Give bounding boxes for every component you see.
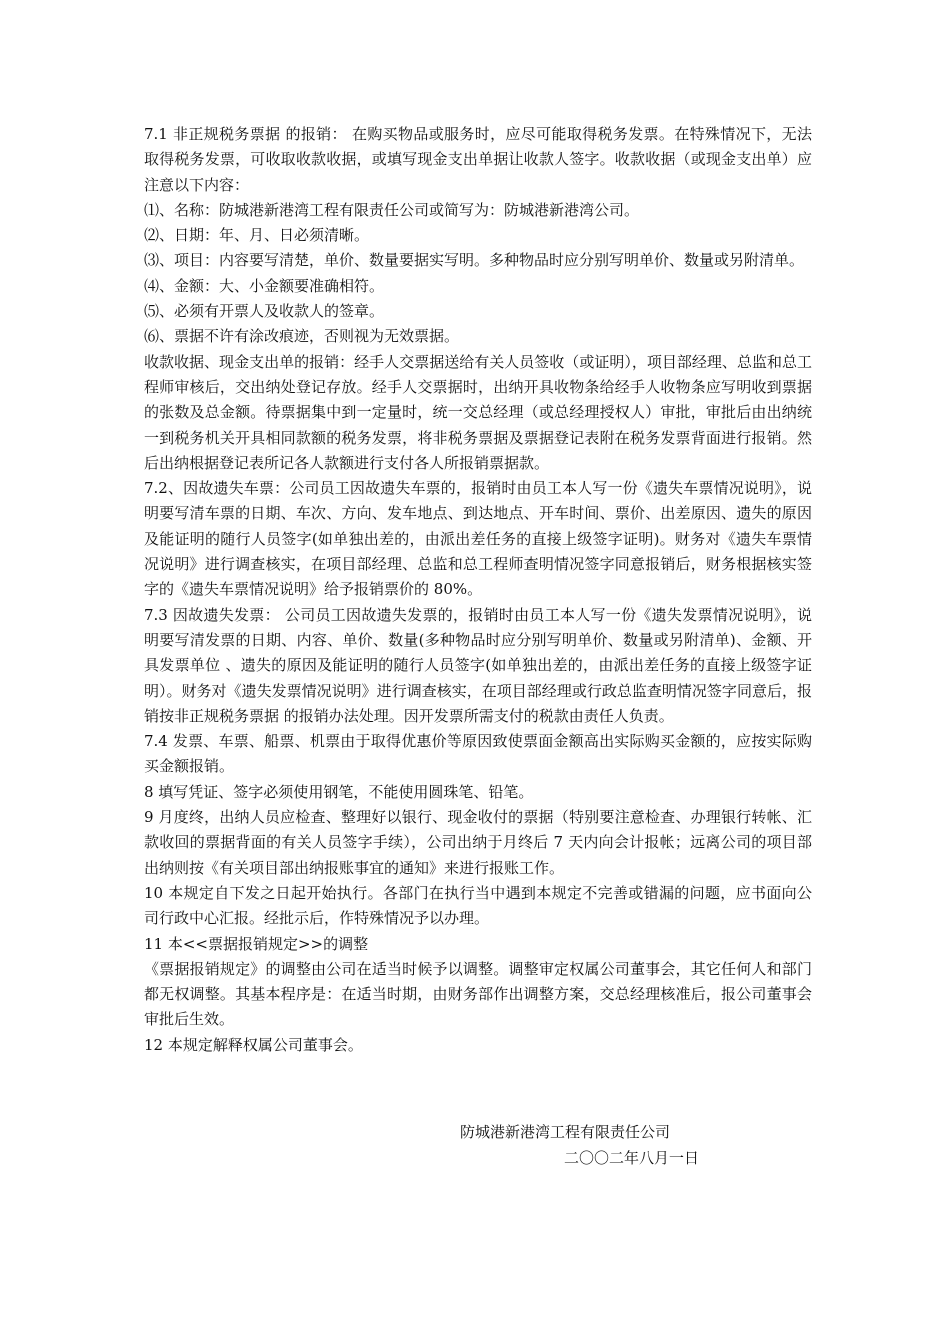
list-item-amount: ⑷、金额：大、小金额要准确相符。 (144, 276, 385, 295)
list-item-date: ⑵、日期：年、月、日必须清晰。 (144, 226, 370, 245)
signature-date: 二〇〇二年八月一日 (564, 1149, 700, 1167)
list-item-name: ⑴、名称：防城港新港湾工程有限责任公司或简写为：防城港新港湾公司。 (144, 200, 640, 219)
list-item-project: ⑶、项目：内容要写清楚，单价、数量要据实写明。多种物品时应分别写明单价、数量或另附清单。 (144, 251, 805, 270)
paragraph-receipt-reimbursement: 收款收据、现金支出单的报销：经手人交票据送给有关人员签收（或证明），项目部经理、总监和总工程师审核后，交出纳处登记存放。经手人交票据时，出纳开具收物条给经手人收物条应写明收到票据的张数及总金额。待票据集中到一定量时，统一交总经理（或总经理授权人）审批，审批后由出纳统一到税务机关开具相同款额的税务发票，将非税务票据及票据登记表附在税务发票背面进行报销。然后出纳根据登记表所记各人款额进行支付各人所报销票据款。 (144, 352, 812, 472)
paragraph-7-2: 7.2、因故遗失车票：公司员工因故遗失车票的，报销时由员工本人写一份《遗失车票情况说明》，说明要写清车票的日期、车次、方向、发车地点、到达地点、开车时间、票价、出差原因、遗失的原因及能证明的随行人员签字(如单独出差的，由派出差任务的直接上级签字证明)。财务对《遗失车票情况说明》进行调查核实，在项目部经理、总监和总工程师查明情况签字同意报销后，财务根据核实签字的《遗失车票情况说明》给予报销票价的 80%。 (144, 479, 812, 599)
paragraph-12: 12 本规定解释权属公司董事会。 (144, 1035, 363, 1054)
signature-company: 防城港新港湾工程有限责任公司 (460, 1123, 671, 1141)
document-body (144, 122, 812, 1058)
paragraph-11-body: 《票据报销规定》的调整由公司在适当时候予以调整。调整审定权属公司董事会，其它任何人和部门都无权调整。其基本程序是：在适当时期，由财务部作出调整方案，交总经理核准后，报公司董事会审批后生效。 (144, 959, 812, 1029)
list-item-no-alteration: ⑹、票据不许有涂改痕迹，否则视为无效票据。 (144, 327, 460, 346)
paragraph-7-1: 7.1 非正规税务票据 的报销： 在购买物品或服务时，应尽可能取得税务发票。在特殊情况下，无法取得税务发票，可收取收款收据，或填写现金支出单据让收款人签字。收款收据（或现金支出单）应注意以下内容： (144, 125, 812, 194)
paragraph-7-4: 7.4 发票、车票、船票、机票由于取得优惠价等原因致使票面金额高出实际购买金额的，应按实际购买金额报销。 (144, 732, 812, 776)
paragraph-11-heading: 11 本<<票据报销规定>>的调整 (144, 934, 369, 953)
paragraph-10: 10 本规定自下发之日起开始执行。各部门在执行当中遇到本规定不完善或错漏的问题，应书面向公司行政中心汇报。经批示后，作特殊情况予以办理。 (144, 883, 812, 928)
paragraph-7-3: 7.3 因故遗失发票： 公司员工因故遗失发票的，报销时由员工本人写一份《遗失发票情况说明》，说明要写清发票的日期、内容、单价、数量(多种物品时应分别写明单价、数量或另附清单)、金额、开具发票单位 、遗失的原因及能证明的随行人员签字(如单独出差的，由派出差任务的直接上级签字证明）。财务对《遗失发票情况说明》进行调查核实，在项目部经理或行政总监查明情况签字同意后，报销按非正规税务票据 的报销办法处理。因开发票所需支付的税款由责任人负责。 (144, 605, 812, 725)
list-item-signature: ⑸、必须有开票人及收款人的签章。 (144, 302, 385, 321)
paragraph-8: 8 填写凭证、签字必须使用钢笔，不能使用圆珠笔、铅笔。 (144, 782, 534, 801)
paragraph-9: 9 月度终，出纳人员应检查、整理好以银行、现金收付的票据（特别要注意检查、办理银行转帐、汇款收回的票据背面的有关人员签字手续），公司出纳于月终后 7 天内向会计报帐；远离公司的项目部出纳则按《有关项目部出纳报账事宜的通知》来进行报账工作。 (144, 808, 812, 877)
